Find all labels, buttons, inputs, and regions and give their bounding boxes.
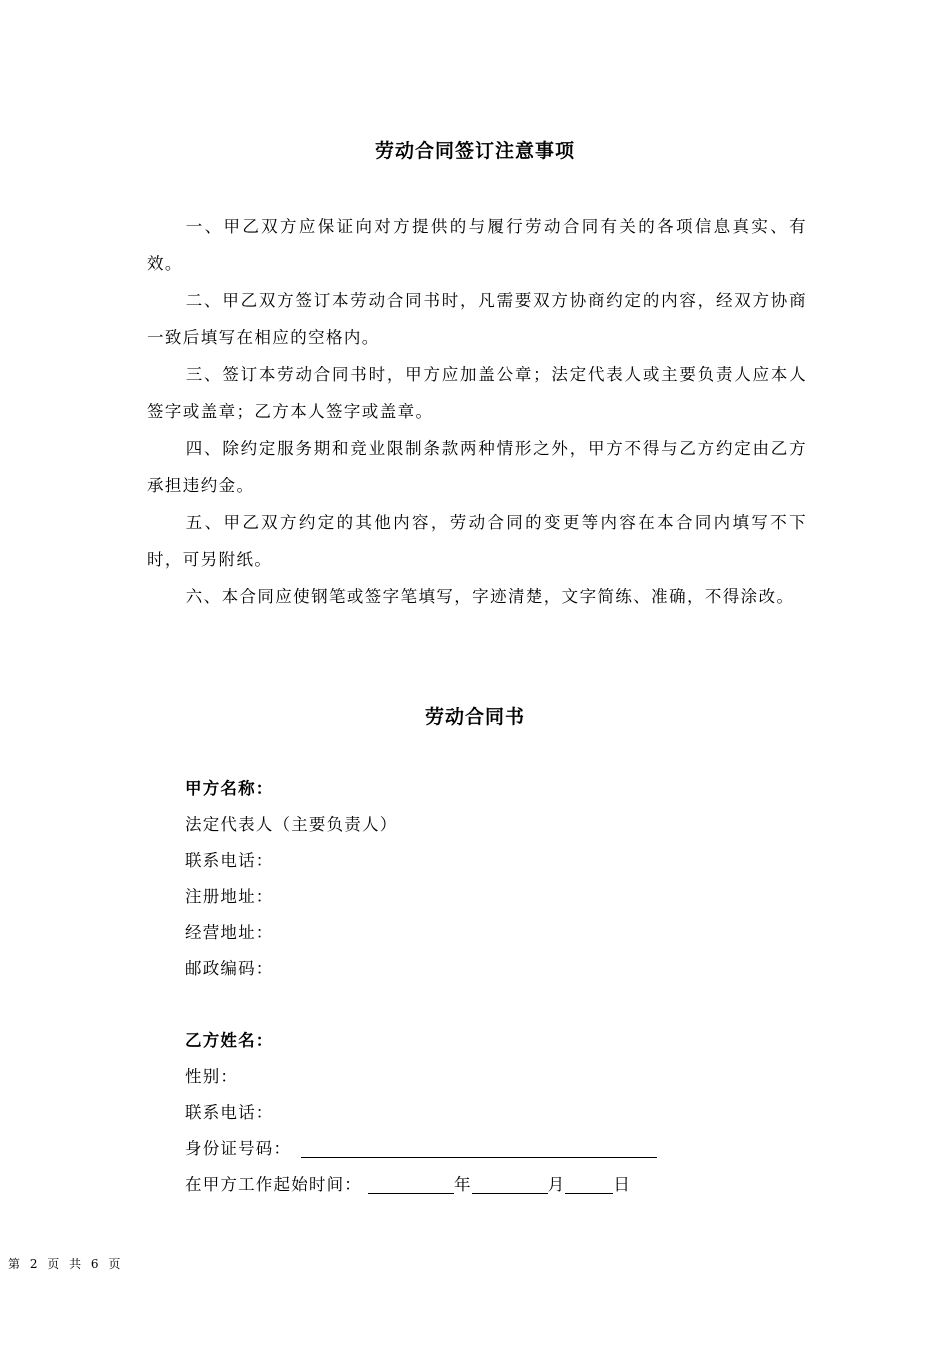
notice-item: 五、甲乙双方约定的其他内容，劳动合同的变更等内容在本合同内填写不下时，可另附纸。: [147, 513, 807, 569]
party-a-biz-address-label: 经营地址：: [185, 923, 274, 942]
party-a-section: [185, 771, 397, 987]
day-label: 日: [613, 1175, 632, 1194]
party-b-id-label: 身份证号码：: [185, 1139, 292, 1158]
id-number-blank[interactable]: [301, 1137, 657, 1158]
start-month-blank[interactable]: [472, 1173, 548, 1194]
contract-title: 劳动合同书: [424, 706, 525, 728]
start-year-blank[interactable]: [368, 1173, 454, 1194]
notice-item: 四、除约定服务期和竞业限制条款两种情形之外，甲方不得与乙方约定由乙方承担违约金。: [147, 439, 807, 495]
notice-item: 三、签订本劳动合同书时，甲方应加盖公章；法定代表人或主要负责人应本人签字或盖章；乙方本人签字或盖章。: [147, 365, 807, 421]
year-label: 年: [454, 1175, 472, 1194]
notice-item: 一、甲乙双方应保证向对方提供的与履行劳动合同有关的各项信息真实、有效。: [147, 217, 807, 273]
page-footer: 第 2 页 共 6 页: [8, 1257, 124, 1271]
party-b-id-row: [185, 1131, 657, 1167]
party-a-name-label: 甲方名称：: [185, 779, 274, 798]
party-a-legal-rep-label: 法定代表人（主要负责人）: [185, 815, 398, 834]
notice-list: [147, 208, 807, 615]
party-b-gender-label: 性别：: [185, 1067, 239, 1086]
month-label: 月: [547, 1175, 566, 1194]
party-b-section: [185, 1023, 657, 1203]
party-a-phone-label: 联系电话：: [185, 851, 274, 870]
party-a-reg-address-label: 注册地址：: [185, 887, 274, 906]
notice-item: 二、甲乙双方签订本劳动合同书时，凡需要双方协商约定的内容，经双方协商一致后填写在相应的空格内。: [147, 291, 807, 347]
party-b-start-row: [185, 1167, 657, 1203]
start-day-blank[interactable]: [565, 1173, 613, 1194]
party-b-name-label: 乙方姓名：: [185, 1031, 274, 1050]
party-a-postcode-label: 邮政编码：: [185, 959, 274, 978]
party-b-start-label: 在甲方工作起始时间：: [185, 1175, 362, 1194]
notice-title: 劳动合同签订注意事项: [374, 140, 575, 162]
notice-item: 六、本合同应使钢笔或签字笔填写，字迹清楚，文字简练、准确，不得涂改。: [185, 587, 795, 606]
party-b-phone-label: 联系电话：: [185, 1103, 274, 1122]
